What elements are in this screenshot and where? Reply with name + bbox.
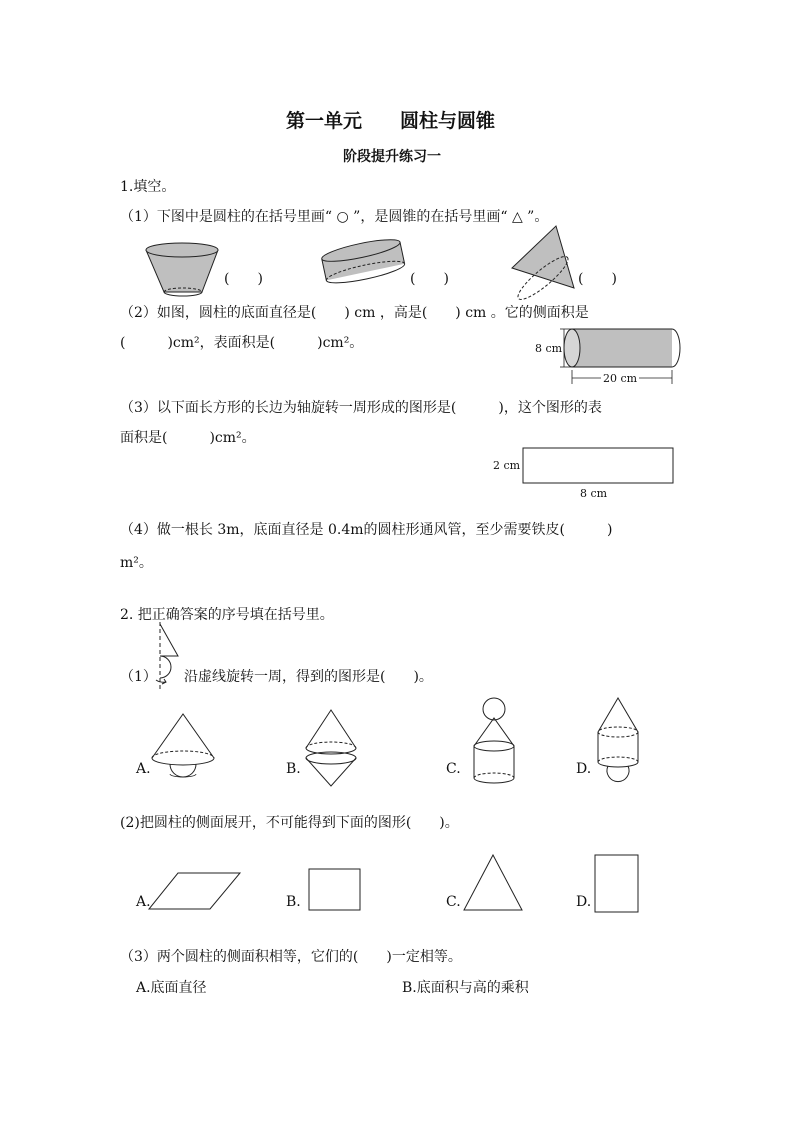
q1-p2-line2: ( )cm²，表面积是( )cm²。 [120, 335, 364, 351]
q2-p2-option-b[interactable]: B. [286, 894, 301, 910]
q1-p2-height-label: 20 cm [603, 372, 638, 385]
q1-p2-line1: （2）如图，圆柱的底面直径是( ) cm ，高是( ) cm 。它的侧面积是 [120, 305, 589, 321]
q2-p1-option-b-figure [304, 710, 360, 786]
square-figure [308, 868, 362, 912]
q1-p1-text: （1）下图中是圆柱的在括号里画“ ○ ”，是圆锥的在括号里画“ △ ”。 [120, 209, 549, 225]
page-title: 第一单元 圆柱与圆锥 [286, 110, 496, 132]
q1-p1-blank-1[interactable]: ( ) [224, 271, 263, 287]
q2-heading: 2. 把正确答案的序号填在括号里。 [120, 607, 334, 623]
q1-p4-line2: m²。 [120, 555, 153, 571]
q2-p1-option-a[interactable]: A. [136, 761, 151, 777]
q2-p2-option-c[interactable]: C. [446, 894, 461, 910]
q2-p1-option-c[interactable]: C. [446, 761, 461, 777]
q2-p2-option-a[interactable]: A. [136, 894, 151, 910]
frustum-figure [142, 240, 222, 300]
q2-p3-option-a[interactable]: A.底面直径 [136, 980, 207, 996]
q2-p1-option-d[interactable]: D. [576, 761, 592, 777]
q2-p1-prefix: （1） [120, 669, 157, 685]
q1-p2-diameter-label: 8 cm [535, 342, 563, 355]
q1-p1-blank-2[interactable]: ( ) [410, 271, 449, 287]
q2-p1-option-c-figure [468, 696, 528, 784]
q2-p1-option-a-figure [150, 714, 220, 786]
q1-p3-line2: 面积是( )cm²。 [120, 430, 256, 446]
q2-p3-option-b[interactable]: B.底面积与高的乘积 [402, 980, 529, 996]
q2-p1-option-b[interactable]: B. [286, 761, 301, 777]
q2-p1-text: 沿虚线旋转一周，得到的图形是( )。 [184, 669, 433, 685]
rectangle-figure [522, 447, 674, 485]
q1-p3-width-label: 2 cm [493, 459, 521, 472]
tilted-cylinder-figure [320, 240, 410, 290]
q2-p1-option-d-figure [592, 698, 648, 788]
page-subtitle: 阶段提升练习一 [343, 149, 441, 165]
parallelogram-figure [148, 872, 242, 912]
q2-p2-text: (2)把圆柱的侧面展开，不可能得到下面的图形( )。 [120, 815, 459, 831]
q1-heading: 1.填空。 [120, 179, 176, 195]
q2-p3-text: （3）两个圆柱的侧面积相等，它们的( )一定相等。 [120, 949, 462, 965]
q1-p3-length-label: 8 cm [580, 487, 608, 500]
q1-p3-line1: （3）以下面长方形的长边为轴旋转一周形成的图形是( )，这个图形的表 [120, 400, 602, 416]
q1-p1-blank-3[interactable]: ( ) [578, 271, 617, 287]
q1-p4-line1: （4）做一根长 3m，底面直径是 0.4m的圆柱形通风管，至少需要铁皮( ) [120, 522, 613, 538]
rotation-shape-figure [152, 622, 186, 694]
q2-p2-option-d[interactable]: D. [576, 894, 592, 910]
tilted-cone-figure [508, 222, 578, 292]
rectangle-tall-figure [594, 854, 640, 914]
triangle-figure [462, 854, 524, 912]
